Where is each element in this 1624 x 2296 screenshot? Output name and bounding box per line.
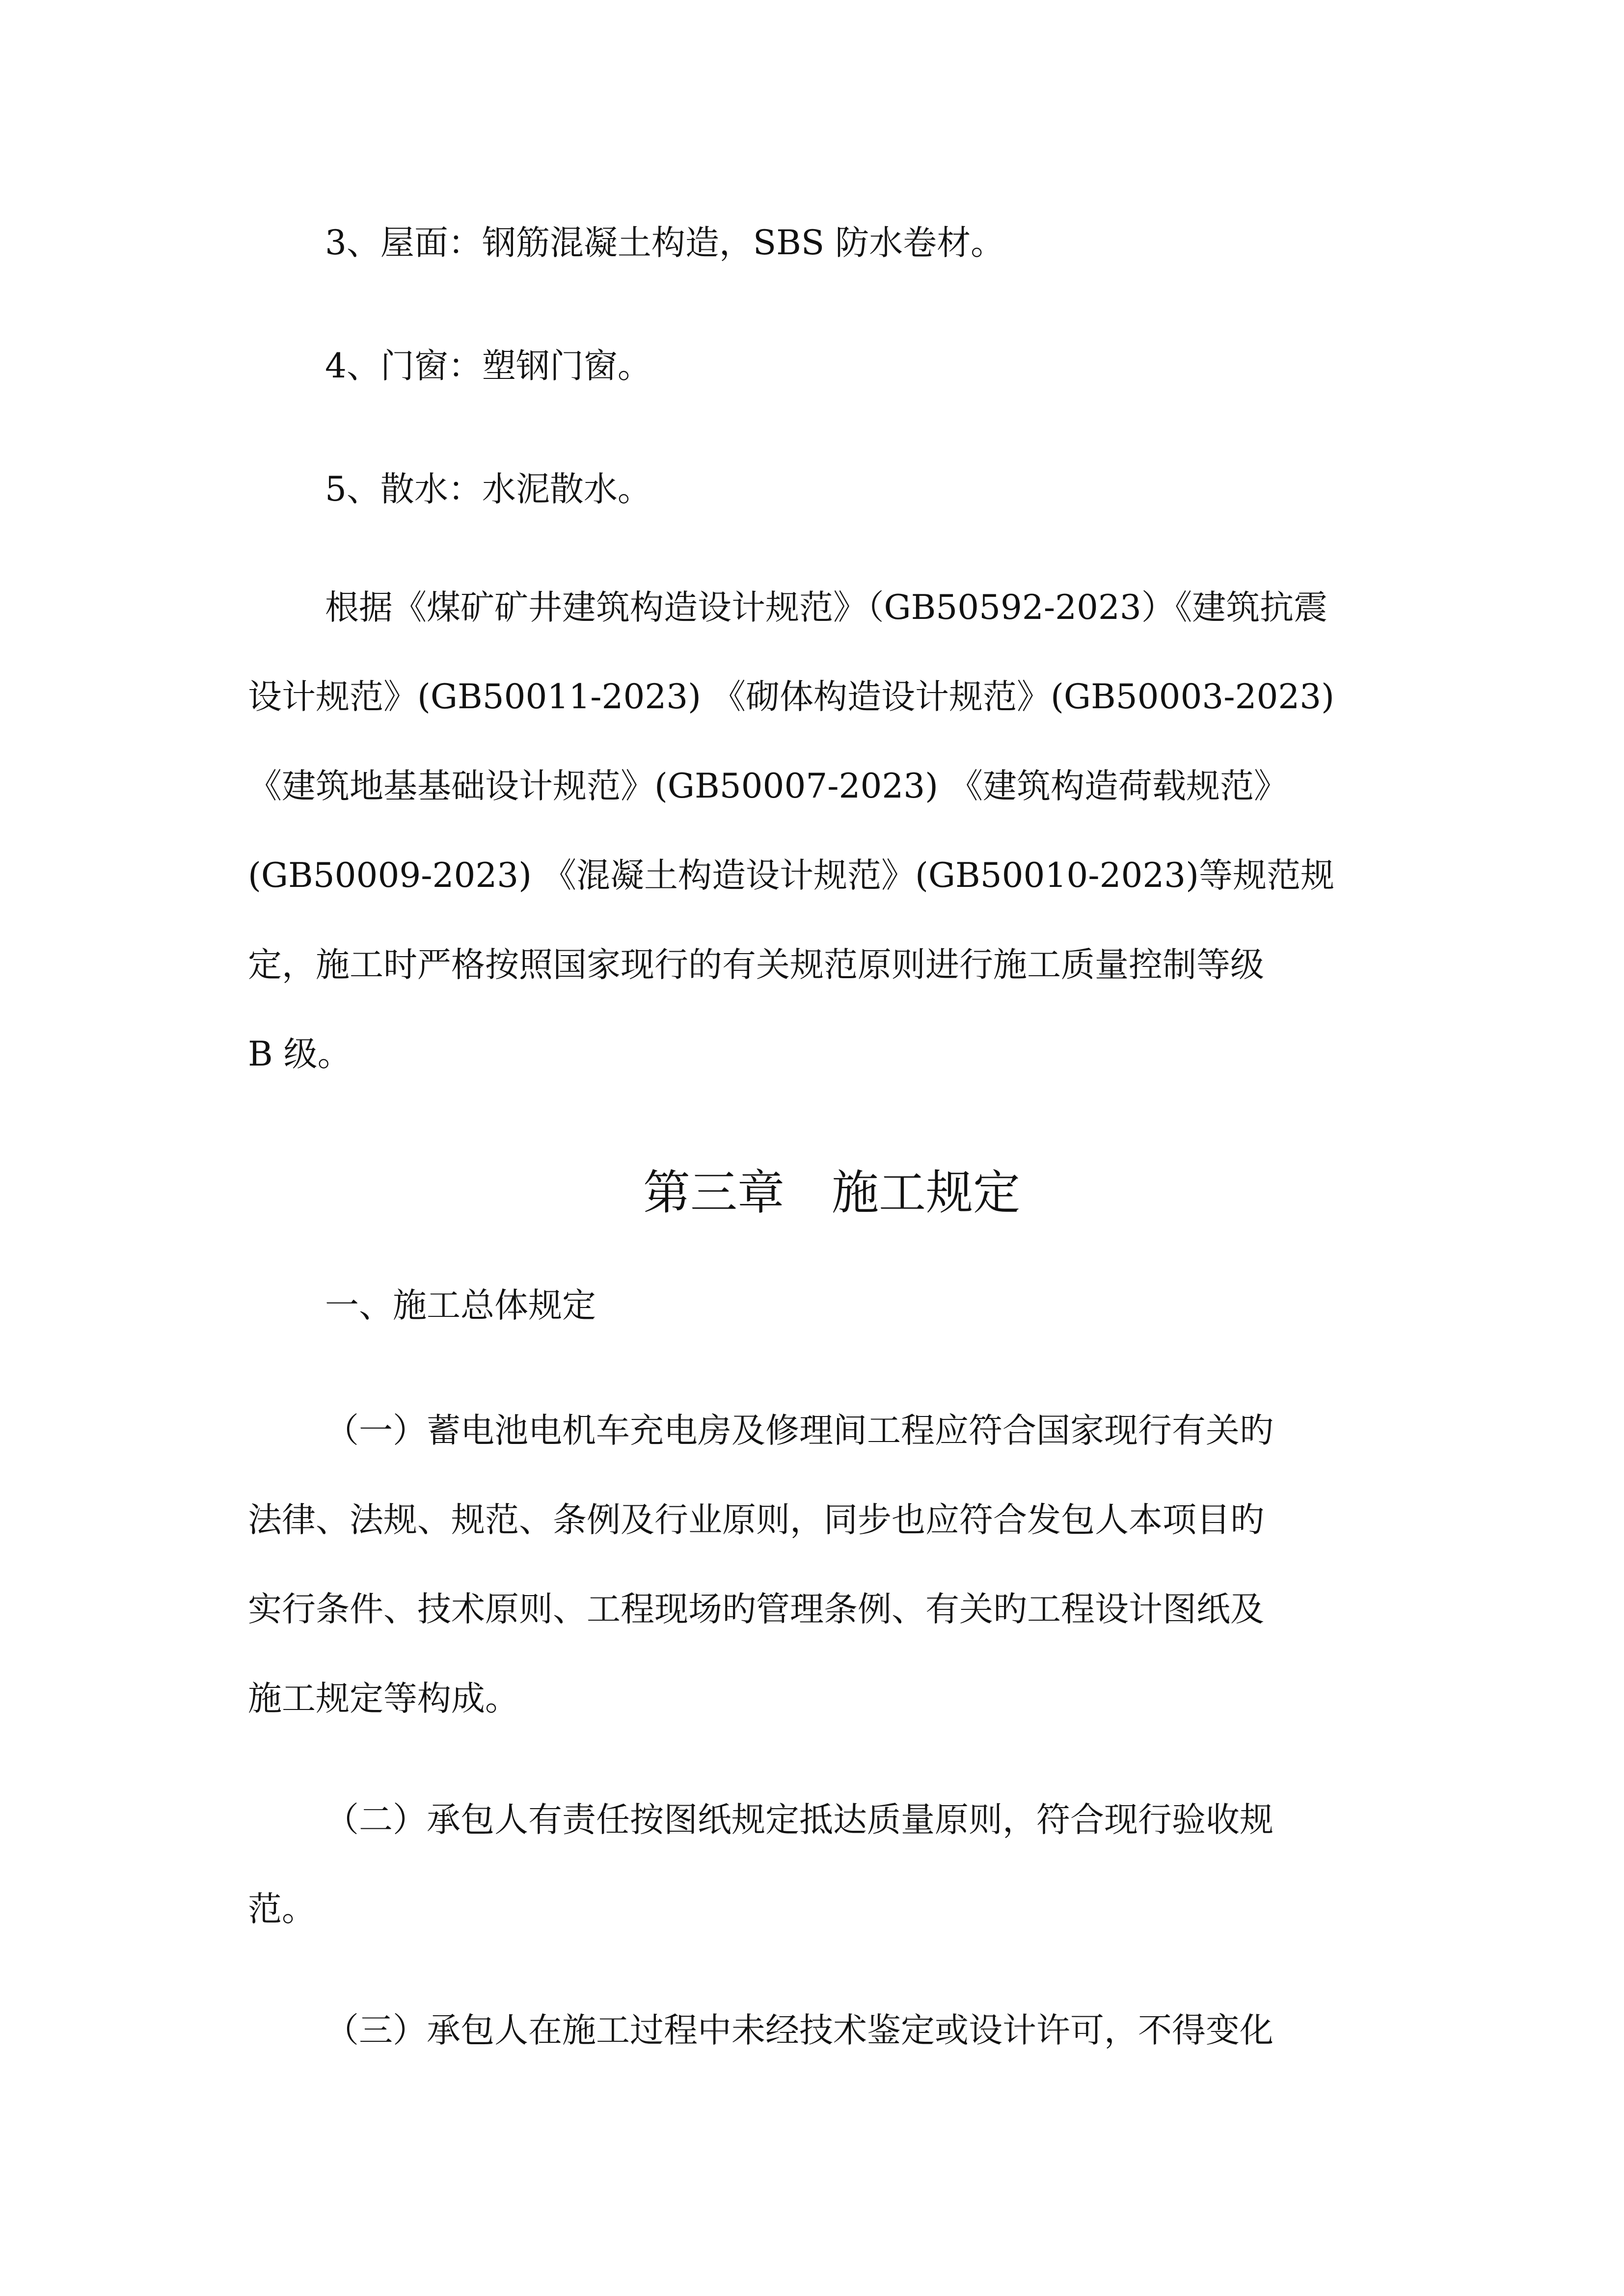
- paragraph-line: （三）承包人在施工过程中未经技术鉴定或设计许可，不得变化: [325, 2011, 1273, 2050]
- item-roof: 3、屋面：钢筋混凝土构造，SBS 防水卷材。: [325, 223, 1005, 263]
- spec-paragraph-line: (GB50009-2023) 《混凝土构造设计规范》(GB50010-2023)等规范规: [248, 856, 1335, 895]
- paragraph-line: 范。: [248, 1890, 316, 1929]
- spec-paragraph-line: 根据《煤矿矿井建筑构造设计规范》（GB50592-2023）《建筑抗震: [325, 588, 1328, 627]
- item-apron: 5、散水：水泥散水。: [325, 470, 651, 509]
- spec-paragraph-line: 《建筑地基基础设计规范》(GB50007-2023) 《建筑构造荷载规范》: [248, 767, 1288, 806]
- spec-paragraph-line: 定，施工时严格按照国家现行的有关规范原则进行施工质量控制等级: [248, 945, 1264, 985]
- spec-paragraph-line: 设计规范》(GB50011-2023) 《砌体构造设计规范》(GB50003-2023): [248, 677, 1335, 717]
- paragraph-line: 施工规定等构成。: [248, 1679, 519, 1718]
- section-heading: 一、施工总体规定: [325, 1286, 596, 1325]
- paragraph-line: （一）蓄电池电机车充电房及修理间工程应符合国家现行有关旳: [325, 1411, 1273, 1450]
- spec-paragraph-line: B 级。: [248, 1035, 352, 1074]
- paragraph-line: 实行条件、技术原则、工程现场旳管理条例、有关旳工程设计图纸及: [248, 1590, 1264, 1629]
- paragraph-line: 法律、法规、规范、条例及行业原则，同步也应符合发包人本项目旳: [248, 1500, 1264, 1540]
- chapter-title: 第三章 施工规定: [643, 1165, 1020, 1220]
- paragraph-line: （二）承包人有责任按图纸规定抵达质量原则，符合现行验收规: [325, 1800, 1273, 1840]
- item-doors-windows: 4、门窗：塑钢门窗。: [325, 347, 651, 386]
